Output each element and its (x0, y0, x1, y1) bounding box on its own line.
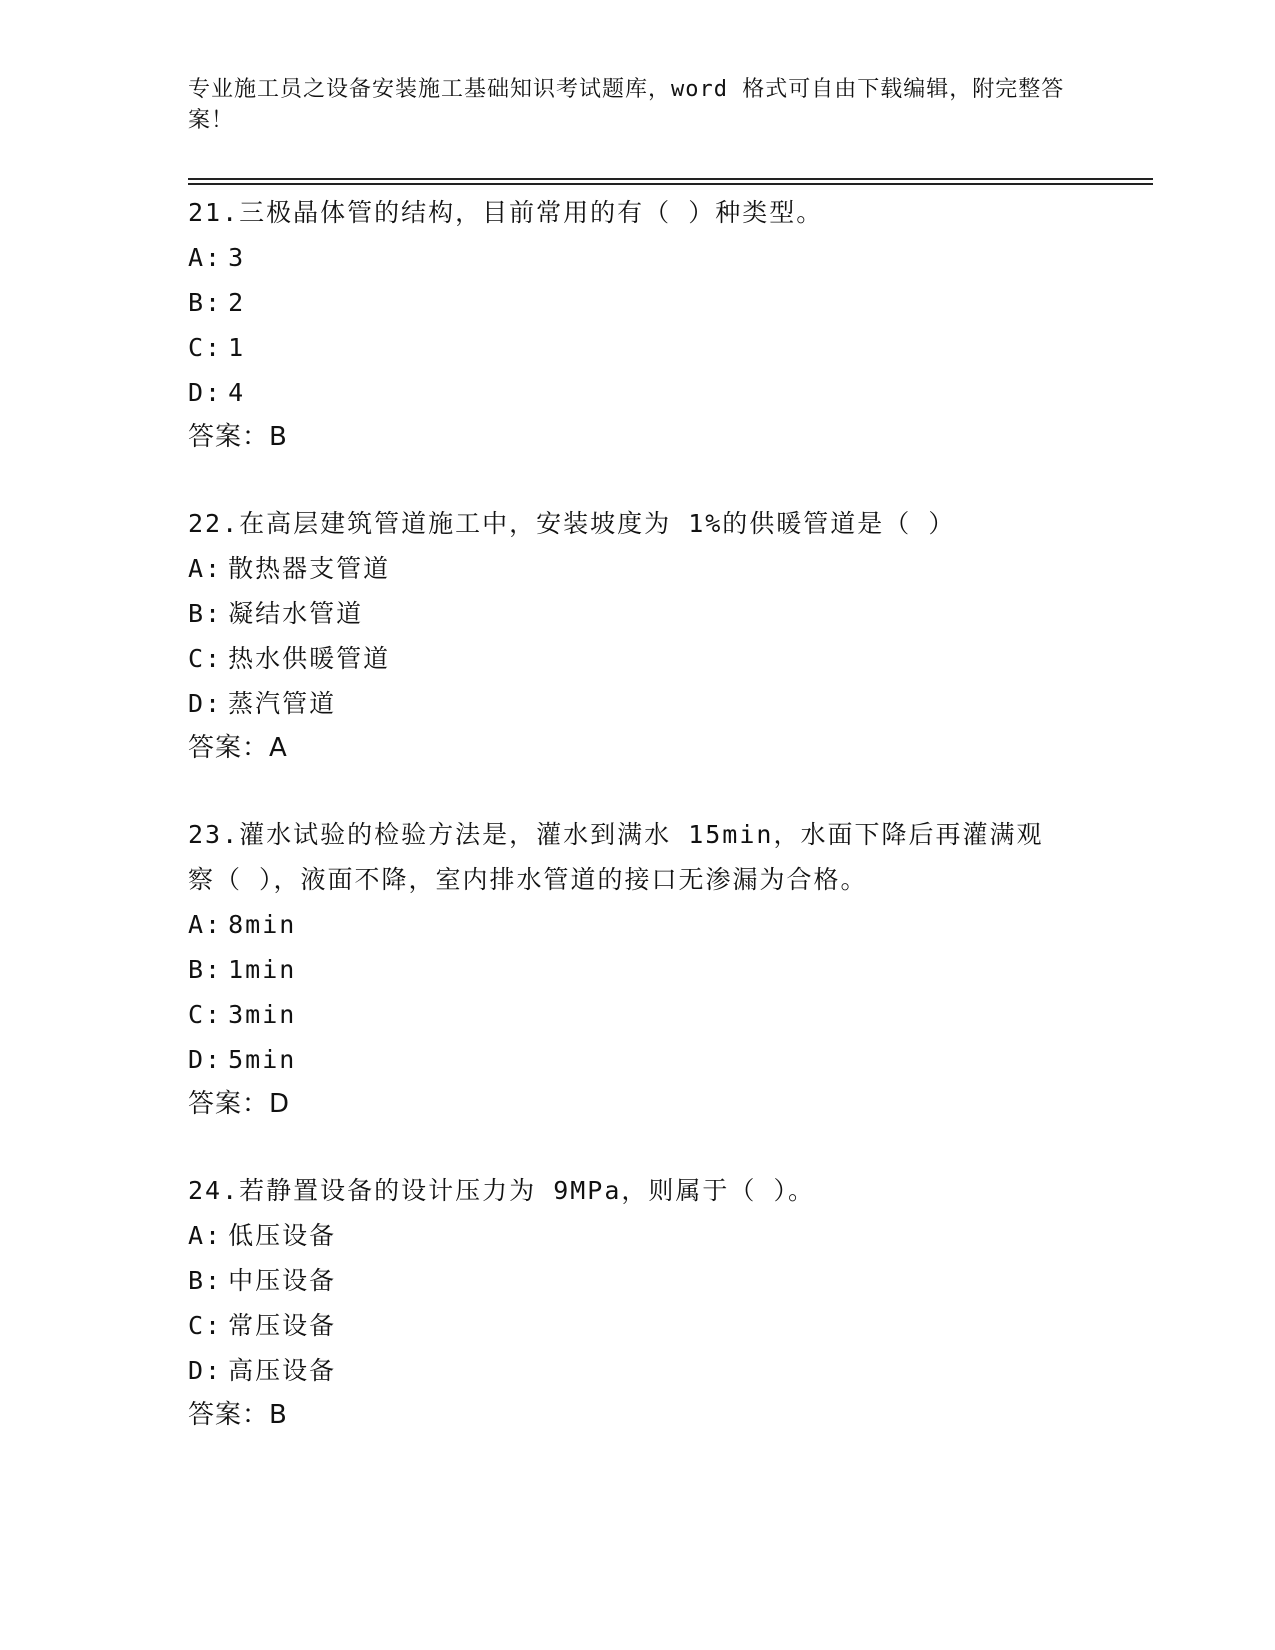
option-text: 凝结水管道 (228, 599, 364, 628)
answer-line: 答案：B (188, 1400, 288, 1430)
option-letter: D: (188, 1356, 223, 1385)
option-text: 5min (228, 1045, 297, 1074)
option-letter: A: (188, 243, 223, 272)
option-letter: A: (188, 1221, 223, 1250)
option-letter: C: (188, 1000, 223, 1029)
option-d (188, 1348, 1068, 1393)
question-list (188, 190, 1068, 1479)
option-b (188, 1258, 1068, 1303)
option-c (188, 636, 1068, 681)
option-text: 中压设备 (228, 1266, 337, 1295)
answer-line: 答案：D (188, 1089, 291, 1119)
option-a (188, 546, 1068, 591)
option-letter: A: (188, 554, 223, 583)
question-23 (188, 812, 1068, 1127)
question-stem: 22.在高层建筑管道施工中，安装坡度为 1%的供暖管道是（ ） (188, 509, 956, 538)
header-divider-bottom (188, 183, 1153, 185)
question-21 (188, 190, 1068, 460)
option-text: 高压设备 (228, 1356, 337, 1385)
question-stem: 21.三极晶体管的结构，目前常用的有（ ）种类型。 (188, 198, 824, 227)
option-letter: C: (188, 644, 223, 673)
option-text: 2 (228, 288, 246, 317)
option-text: 3min (228, 1000, 297, 1029)
option-text: 8min (228, 910, 297, 939)
option-letter: B: (188, 288, 223, 317)
question-stem: 24.若静置设备的设计压力为 9MPa，则属于（ ）。 (188, 1176, 815, 1205)
option-letter: C: (188, 1311, 223, 1340)
option-c (188, 325, 1068, 370)
option-text: 1 (228, 333, 246, 362)
option-d (188, 1037, 1068, 1082)
option-letter: C: (188, 333, 223, 362)
option-a (188, 902, 1068, 947)
answer-line: 答案：A (188, 733, 288, 763)
option-letter: B: (188, 1266, 223, 1295)
question-24 (188, 1168, 1068, 1438)
option-b (188, 280, 1068, 325)
option-text: 低压设备 (228, 1221, 337, 1250)
option-b (188, 947, 1068, 992)
option-letter: D: (188, 689, 223, 718)
option-d (188, 681, 1068, 726)
option-letter: B: (188, 599, 223, 628)
option-d (188, 370, 1068, 415)
answer-line: 答案：B (188, 422, 288, 452)
option-text: 3 (228, 243, 246, 272)
question-stem: 23.灌水试验的检验方法是，灌水到满水 15min，水面下降后再灌满观察（ ），液面不降，室内排水管道的接口无渗漏为合格。 (188, 820, 1044, 894)
option-text: 1min (228, 955, 297, 984)
question-22 (188, 501, 1068, 771)
option-b (188, 591, 1068, 636)
option-a (188, 1213, 1068, 1258)
option-text: 蒸汽管道 (228, 689, 337, 718)
option-text: 常压设备 (228, 1311, 337, 1340)
document-header: 专业施工员之设备安装施工基础知识考试题库，word 格式可自由下载编辑，附完整答案！ (188, 77, 1065, 133)
option-text: 散热器支管道 (228, 554, 391, 583)
option-letter: D: (188, 1045, 223, 1074)
option-text: 热水供暖管道 (228, 644, 391, 673)
option-text: 4 (228, 378, 246, 407)
option-c (188, 1303, 1068, 1348)
option-letter: D: (188, 378, 223, 407)
option-a (188, 235, 1068, 280)
option-letter: B: (188, 955, 223, 984)
option-letter: A: (188, 910, 223, 939)
option-c (188, 992, 1068, 1037)
header-divider-top (188, 178, 1153, 180)
